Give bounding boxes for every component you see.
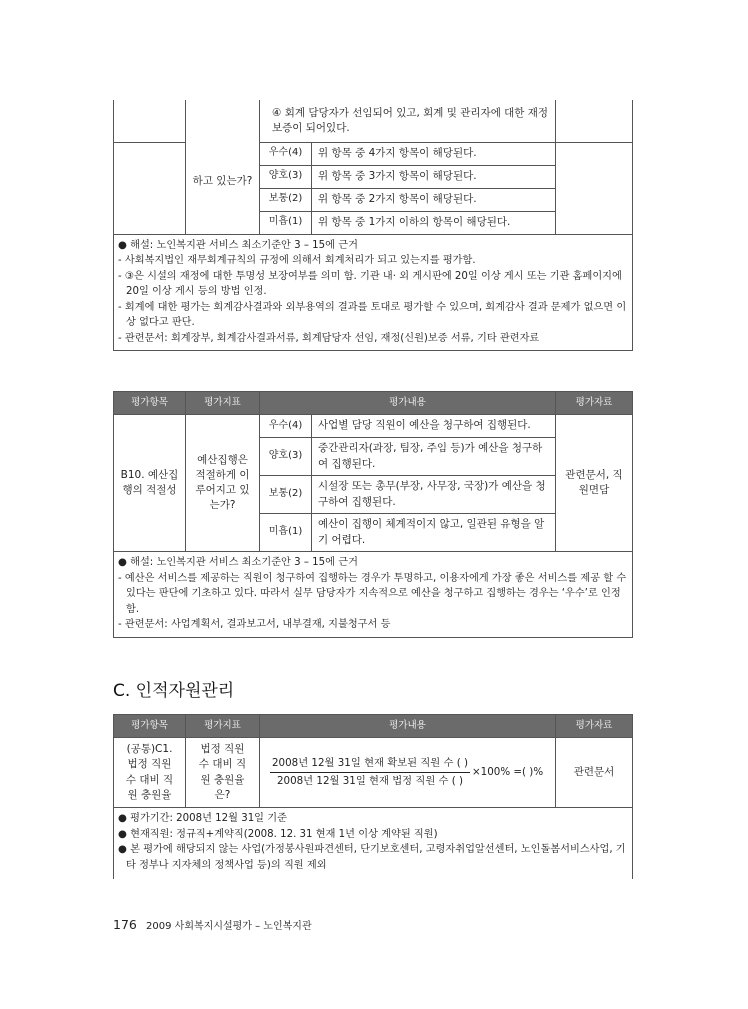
budget-execution-table bbox=[113, 391, 633, 638]
grade-desc: 사업별 담당 직원이 예산을 청구하여 집행된다. bbox=[312, 415, 556, 438]
indicator-text: 예산집행은 적절하게 이루어지고 있는가? bbox=[195, 453, 250, 512]
note-line: ● 현재직원: 정규직+계약직(2008. 12. 31 현재 1년 이상 계약된 직원) bbox=[118, 828, 438, 840]
materials-cell bbox=[556, 738, 633, 808]
staffing-table bbox=[113, 714, 633, 879]
item-text: (공통)C1. 법정 직원 수 대비 직원 충원율 bbox=[125, 743, 174, 801]
header-item: 평가항목 bbox=[114, 392, 186, 415]
item-text: B10. 예산집행의 적절성 bbox=[120, 468, 179, 496]
grade-excellent: 우수(4) bbox=[260, 415, 312, 438]
explanation-notes bbox=[114, 808, 633, 880]
grade-average: 보통(2) bbox=[260, 188, 312, 211]
indicator-text: 하고 있는가? bbox=[192, 175, 253, 188]
item-cell bbox=[114, 738, 186, 808]
materials-cell bbox=[556, 415, 633, 552]
grade-poor: 미흡(1) bbox=[260, 514, 312, 552]
materials-text: 관련문서 bbox=[573, 765, 615, 778]
grade-average: 보통(2) bbox=[260, 476, 312, 514]
formula-cell bbox=[260, 738, 556, 808]
formula-fraction bbox=[270, 756, 470, 789]
grade-good: 양호(3) bbox=[260, 438, 312, 476]
note-line: - 회계에 대한 평가는 회계감사결과와 외부용역의 결과를 토대로 평가할 수 있으며, 회계감사 결과 문제가 없으면 이상 없다고 판단. bbox=[118, 301, 627, 328]
grade-desc: 시설장 또는 총무(부장, 사무장, 국장)가 예산을 청구하여 집행된다. bbox=[312, 476, 556, 514]
explanation-notes bbox=[114, 234, 633, 351]
header-item: 평가항목 bbox=[114, 715, 186, 738]
note-line: - 예산은 서비스를 제공하는 직원이 청구하여 집행하는 경우가 투명하고, 이용자에게 가장 좋은 서비스를 제공 할 수 있다는 판단에 기초하고 있다. 따라서 실무 담당자가 지속적으로 예산을 청구하고 집행하는 경우는 ‘우수’로 인정함. bbox=[118, 572, 627, 615]
materials-text: 관련문서, 직원면담 bbox=[565, 468, 623, 496]
page-footer bbox=[113, 917, 312, 932]
note-line: ● 해설: 노인복지관 서비스 최소기준안 3 – 15에 근거 bbox=[118, 239, 358, 251]
grade-desc: 중간관리자(과장, 팀장, 주임 등)가 예산을 청구하여 집행된다. bbox=[312, 438, 556, 476]
header-indicator: 평가지표 bbox=[186, 392, 260, 415]
grade-desc: 위 항목 중 3가지 항목이 해당된다. bbox=[312, 165, 556, 188]
explanation-notes bbox=[114, 552, 633, 638]
indicator-cell bbox=[186, 738, 260, 808]
note-line: - 관련문서: 회계장부, 회계감사결과서류, 회계담당자 선임, 재정(신원)보증 서류, 기타 관련자료 bbox=[118, 332, 540, 344]
header-content: 평가내용 bbox=[260, 392, 556, 415]
criterion-text: ④ 회계 담당자가 선임되어 있고, 회계 및 관리자에 대한 재정 보증이 되어있다. bbox=[272, 106, 549, 134]
indicator-cell bbox=[186, 415, 260, 552]
grade-desc: 위 항목 중 1가지 이하의 항목이 해당된다. bbox=[312, 211, 556, 234]
indicator-text: 법정 직원 수 대비 직원 충원율은? bbox=[198, 743, 247, 801]
grade-poor: 미흡(1) bbox=[260, 211, 312, 234]
formula-denominator: 2008년 12월 31일 현재 법정 직원 수 ( ) bbox=[276, 775, 464, 787]
header-content: 평가내용 bbox=[260, 715, 556, 738]
item-cell-blank bbox=[114, 142, 186, 234]
materials-cell bbox=[556, 100, 633, 142]
header-indicator: 평가지표 bbox=[186, 715, 260, 738]
note-line: - 사회복지법인 재무회계규칙의 규정에 의해서 회계처리가 되고 있는지를 평가함. bbox=[118, 255, 476, 266]
criterion-4-cell bbox=[260, 100, 556, 142]
staffing-formula bbox=[270, 756, 543, 789]
indicator-cell bbox=[186, 100, 260, 234]
note-line: ● 평가기간: 2008년 12월 31일 기준 bbox=[118, 813, 287, 824]
section-title: C. 인적자원관리 bbox=[113, 681, 235, 701]
header-materials: 평가자료 bbox=[556, 392, 633, 415]
grade-desc: 위 항목 중 4가지 항목이 해당된다. bbox=[312, 142, 556, 165]
grade-desc: 위 항목 중 2가지 항목이 해당된다. bbox=[312, 188, 556, 211]
footer-title: 2009 사회복지시설평가 – 노인복지관 bbox=[146, 921, 312, 932]
item-cell bbox=[114, 415, 186, 552]
note-line: - 관련문서: 사업계획서, 결과보고서, 내부결재, 지불청구서 등 bbox=[118, 619, 391, 630]
grade-desc: 예산이 집행이 체계적이지 않고, 일관된 유형을 알기 어렵다. bbox=[312, 514, 556, 552]
formula-tail: ×100% =( )% bbox=[472, 766, 544, 779]
note-line: ● 본 평가에 해당되지 않는 사업(가정봉사원파견센터, 단기보호센터, 고령자취업알선센터, 노인돌봄서비스사업, 기타 정부나 지자체의 정책사업 등)의 직원 제외 bbox=[118, 844, 626, 871]
formula-numerator: 2008년 12월 31일 현재 확보된 직원 수 ( ) bbox=[270, 756, 470, 773]
accounting-criteria-table bbox=[113, 100, 633, 351]
grade-excellent: 우수(4) bbox=[260, 142, 312, 165]
item-cell bbox=[114, 100, 186, 142]
header-materials: 평가자료 bbox=[556, 715, 633, 738]
note-line: - ③은 시설의 재정에 대한 투명성 보장여부를 의미 함. 기관 내· 외 게시판에 20일 이상 게시 또는 기관 홈페이지에 20일 이상 게시 등의 방법 인정. bbox=[118, 270, 622, 297]
grade-good: 양호(3) bbox=[260, 165, 312, 188]
materials-cell-blank bbox=[556, 142, 633, 234]
note-line: ● 해설: 노인복지관 서비스 최소기준안 3 – 15에 근거 bbox=[118, 557, 358, 568]
page-number: 176 bbox=[113, 917, 137, 932]
